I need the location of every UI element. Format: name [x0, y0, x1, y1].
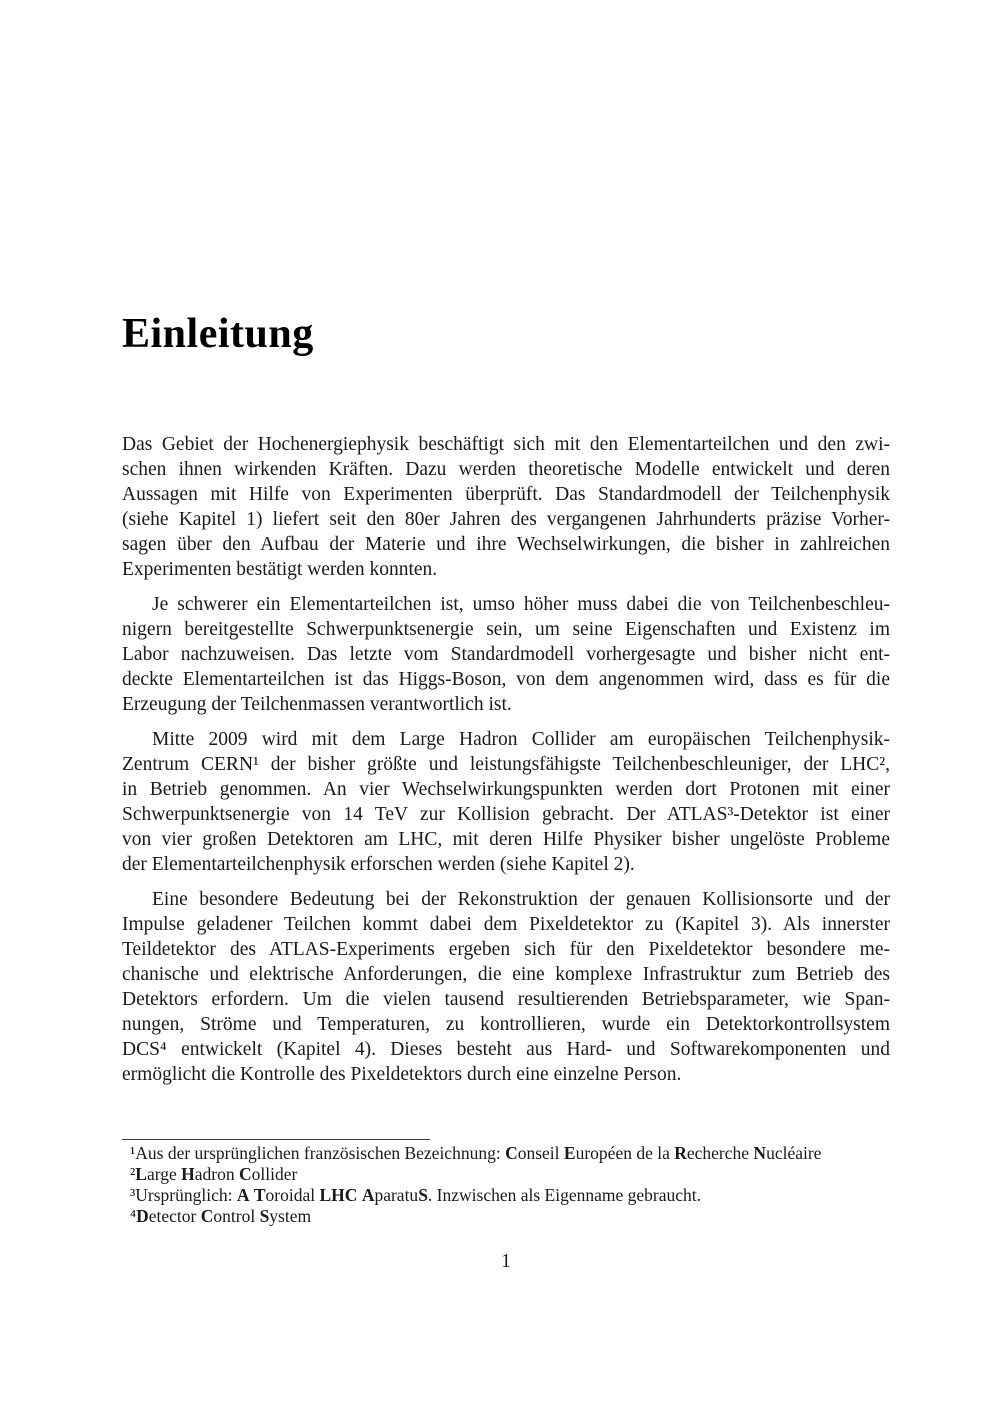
footnote-text-run: ystem	[269, 1206, 312, 1226]
footnote-marker: ²	[130, 1164, 136, 1184]
footnote-text-run: C	[238, 1164, 252, 1184]
body-paragraph	[122, 432, 890, 582]
footnote-text-run: L	[135, 1164, 147, 1184]
body-paragraph	[122, 727, 890, 877]
footnote-text-run: etector	[148, 1206, 201, 1226]
text-line: der Elementarteilchenphysik erforschen werden (siehe Kapitel 2).	[122, 854, 635, 875]
text-line: (siehe Kapitel 1) liefert seit den 80er Jahren des vergangenen Jahrhunderts präzise Vorher-	[122, 509, 890, 530]
footnote-marker: ¹	[130, 1143, 136, 1163]
footnote-text-run: R	[674, 1143, 687, 1163]
footnote-text-run: A	[361, 1185, 375, 1205]
footnote-marker: ⁴	[130, 1206, 137, 1226]
footnote-text-run: A	[236, 1185, 250, 1205]
text-line: DCS⁴ entwickelt (Kapitel 4). Dieses besteht aus Hard- und Softwarekomponenten und	[122, 1039, 890, 1060]
footnote-text-run: T	[253, 1185, 266, 1205]
text-line: nungen, Ströme und Temperaturen, zu kontrollieren, wurde ein Detektorkontrollsystem	[122, 1014, 890, 1035]
footnote-text-run: S	[259, 1206, 270, 1226]
text-line: Experimenten bestätigt werden konnten.	[122, 559, 438, 580]
body-paragraph	[122, 887, 890, 1087]
footnote-text-run: E	[563, 1143, 576, 1163]
text-line: deckte Elementarteilchen ist das Higgs-Boson, von dem angenommen wird, dass es für die	[122, 669, 890, 690]
text-line: Schwerpunktsenergie von 14 TeV zur Kollision gebracht. Der ATLAS³-Detektor ist einer	[122, 804, 890, 825]
footnote-text-run: arge	[146, 1164, 182, 1184]
text-line: Je schwerer ein Elementarteilchen ist, umso höher muss dabei die von Teilchenbeschleu-	[152, 594, 890, 615]
text-line: in Betrieb genommen. An vier Wechselwirkungspunkten werden dort Protonen mit einer	[122, 779, 890, 800]
text-line: chanische und elektrische Anforderungen, die eine komplexe Infrastruktur zum Betrieb des	[122, 964, 890, 985]
footnote-marker: ³	[130, 1185, 136, 1205]
footnote-text-run: S	[418, 1185, 428, 1205]
text-line: Erzeugung der Teilchenmassen verantwortlich ist.	[122, 694, 512, 715]
footnote-text-run: ucléaire	[766, 1143, 822, 1163]
footnote	[122, 1185, 890, 1206]
footnote-text-run: uropéen de la	[575, 1143, 675, 1163]
text-line: schen ihnen wirkenden Kräften. Dazu werden theoretische Modelle entwickelt und deren	[122, 459, 890, 480]
footnote-text-run: H	[181, 1164, 195, 1184]
text-line: Zentrum CERN¹ der bisher größte und leistungsfähigste Teilchenbeschleuniger, der LHC²,	[122, 754, 890, 775]
footnote-text-run: oroidal	[265, 1185, 320, 1205]
footnote-text-run: adron	[194, 1164, 239, 1184]
footnote-text-run: C	[505, 1143, 518, 1163]
text-line: von vier großen Detektoren am LHC, mit deren Hilfe Physiker bisher ungelöste Probleme	[122, 829, 890, 850]
footnote-rule	[122, 1139, 430, 1140]
footnote-text-run: D	[136, 1206, 149, 1226]
text-block	[122, 0, 890, 1414]
footnote-text-run: . Inzwischen als Eigenname gebraucht.	[427, 1185, 702, 1205]
chapter-title: Einleitung	[122, 311, 314, 357]
footnotes-section	[122, 1143, 890, 1227]
text-line: Eine besondere Bedeutung bei der Rekonstruktion der genauen Kollisionsorte und der	[152, 889, 890, 910]
footnote-text-run: echerche	[686, 1143, 754, 1163]
text-line: Aussagen mit Hilfe von Experimenten überprüft. Das Standardmodell der Teilchenphysik	[122, 484, 890, 505]
footnote-text-run: ontrol	[213, 1206, 260, 1226]
footnote-text-run: ollider	[251, 1164, 298, 1184]
footnote	[122, 1164, 890, 1185]
footnote-text-run: LHC	[319, 1185, 358, 1205]
footnote	[122, 1206, 890, 1227]
footnote-text-run: Aus der ursprünglichen französischen Bezeichnung:	[135, 1143, 506, 1163]
text-line: Das Gebiet der Hochenergiephysik beschäftigt sich mit den Elementarteilchen und den zwi-	[122, 434, 890, 455]
text-line: Detektors erfordern. Um die vielen tausend resultierenden Betriebsparameter, wie Span-	[122, 989, 890, 1010]
footnote	[122, 1143, 890, 1164]
footnote-text-run: paratu	[374, 1185, 419, 1205]
footnote-text-run: Ursprünglich:	[135, 1185, 237, 1205]
text-line: Teildetektor des ATLAS-Experiments ergeben sich für den Pixeldetektor besondere me-	[122, 939, 890, 960]
page-number: 1	[501, 1251, 511, 1272]
text-line: ermöglicht die Kontrolle des Pixeldetektors durch eine einzelne Person.	[122, 1064, 682, 1085]
body-paragraph	[122, 592, 890, 717]
footnote-text-run: N	[753, 1143, 767, 1163]
text-line: Labor nachzuweisen. Das letzte vom Standardmodell vorhergesagte und bisher nicht ent-	[122, 644, 890, 665]
text-line: nigern bereitgestellte Schwerpunktsenergie sein, um seine Eigenschaften und Existenz im	[122, 619, 890, 640]
text-line: Impulse geladener Teilchen kommt dabei dem Pixeldetektor zu (Kapitel 3). Als innerster	[122, 914, 890, 935]
footnote-text-run: C	[200, 1206, 214, 1226]
footnote-text-run: onseil	[517, 1143, 564, 1163]
text-line: sagen über den Aufbau der Materie und ihre Wechselwirkungen, die bisher in zahlreichen	[122, 534, 890, 555]
text-line: Mitte 2009 wird mit dem Large Hadron Collider am europäischen Teilchenphysik-	[152, 729, 890, 750]
